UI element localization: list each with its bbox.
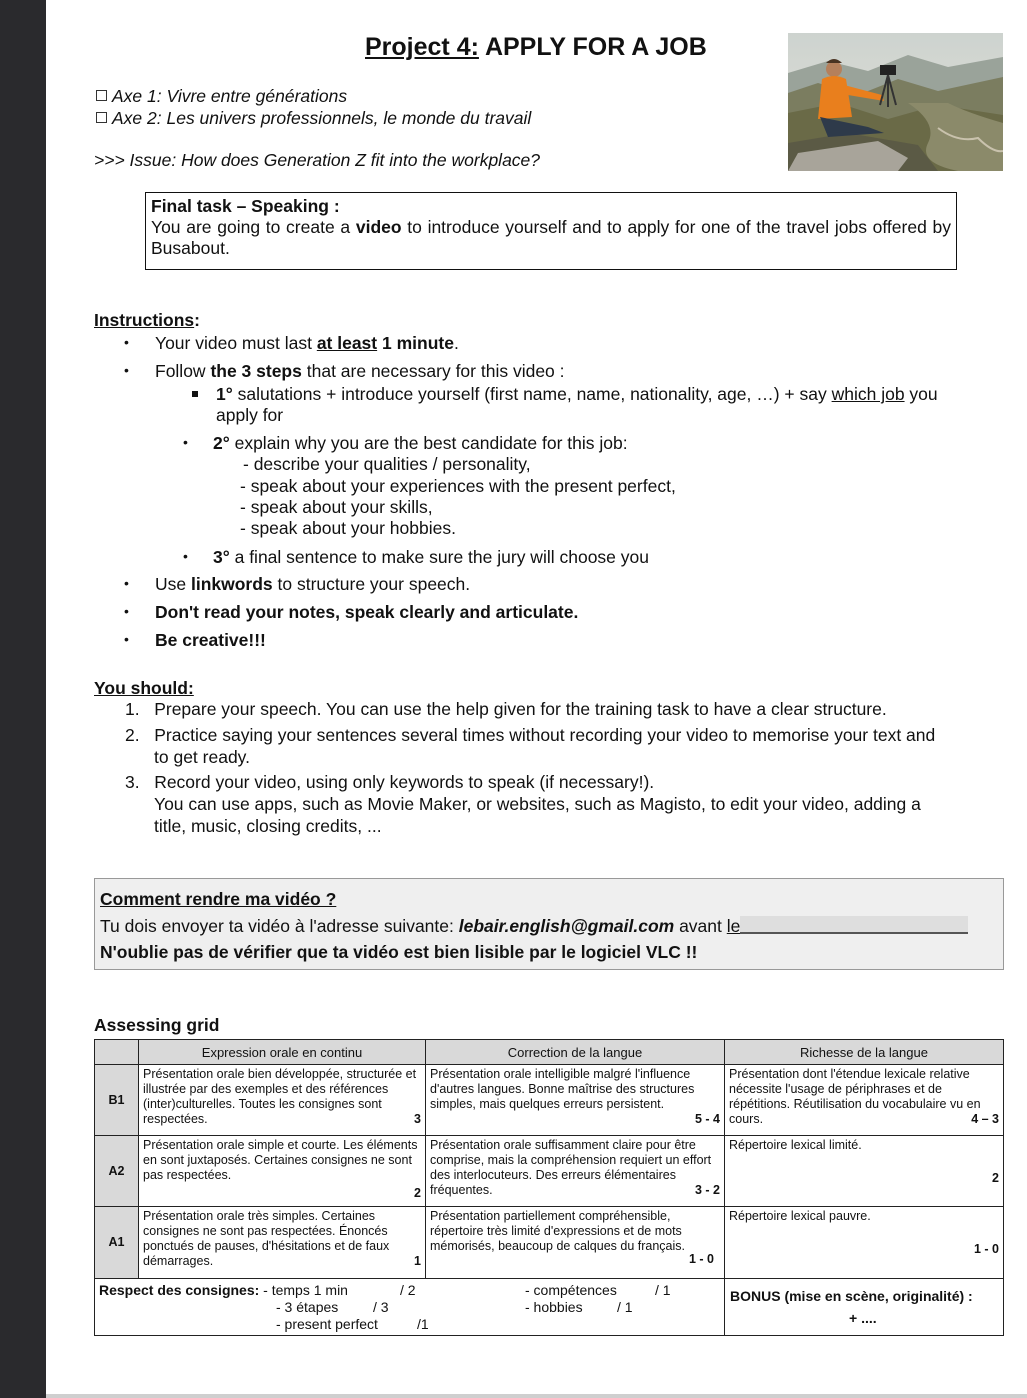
bullet-icon: • [124, 334, 129, 350]
should-item-3-cont: You can use apps, such as Movie Maker, or websites, such as Magisto, to edit your video, adding a [154, 794, 921, 814]
final-task-text: You are going to create a video to introduce yourself and to apply for one of the travel jobs offered by Busabout. [151, 217, 951, 258]
step-2-item: - speak about your hobbies. [240, 518, 456, 538]
instruction-creative: Be creative!!! [155, 630, 266, 650]
final-task-box [145, 192, 957, 270]
step-2: 2° explain why you are the best candidate for this job: [213, 433, 628, 453]
grid-cell: Présentation orale simple et courte. Les éléments en sont juxtaposés. Certaines consignes ne sont pas respectées. 2 [139, 1136, 426, 1207]
email-link[interactable]: lebair.english@gmail.com [458, 916, 675, 936]
axe-2-line: Axe 2: Les univers professionnels, le monde du travail [96, 108, 531, 129]
date-blank [740, 916, 968, 934]
left-dark-bar [0, 0, 46, 1398]
instruction-linkwords: Use linkwords to structure your speech. [155, 574, 471, 594]
grid-level: A2 [95, 1136, 139, 1207]
step-1-cont: apply for [216, 405, 284, 425]
grid-header: Richesse de la langue [725, 1040, 1004, 1065]
step-1: 1° salutations + introduce yourself (first name, name, nationality, age, …) + say which job you [216, 384, 938, 404]
grid-row-b1 [95, 1065, 1004, 1136]
you-should-heading: You should: [94, 678, 194, 698]
grid-header: Correction de la langue [426, 1040, 725, 1065]
should-item-1: 1. Prepare your speech. You can use the help given for the training task to have a clear structure. [125, 699, 887, 719]
checkbox-icon [96, 90, 107, 101]
traveller-photo [788, 33, 1003, 171]
should-item-3-cont: title, music, closing credits, ... [154, 816, 382, 836]
step-2-item: - speak about your skills, [240, 497, 433, 517]
grid-cell: Répertoire lexical pauvre. 1 - 0 [725, 1207, 1004, 1279]
grid-row-a2 [95, 1136, 1004, 1207]
assessing-grid [94, 1039, 1004, 1336]
grid-cell: Répertoire lexical limité. 2 [725, 1136, 1004, 1207]
grid-cell: Présentation orale intelligible malgré l'influence d'autres langues. Bonne maîtrise des structures simples, mais quelques erreurs persistent. 5 - 4 [426, 1065, 725, 1136]
grid-header-row [95, 1040, 1004, 1065]
step-2-item: - speak about your experiences with the present perfect, [240, 476, 676, 496]
grid-cell: Présentation orale suffisamment claire pour être comprise, mais la compréhension requiert un effort des interlocuteurs. Des erreurs élémentaires fréquentes. 3 - 2 [426, 1136, 725, 1207]
grid-row-a1 [95, 1207, 1004, 1279]
bonus-cell: BONUS (mise en scène, originalité) : + .... [725, 1279, 1004, 1336]
grid-title: Assessing grid [94, 1015, 220, 1035]
grid-level: A1 [95, 1207, 139, 1279]
step-2-item: - describe your qualities / personality, [243, 454, 531, 474]
grid-cell: Présentation orale très simples. Certaines consignes ne sont pas respectées. Énoncés ponctués de pauses, d'hésitations et de faux démarrages. 1 [139, 1207, 426, 1279]
issue-line: >>> Issue: How does Generation Z fit into the workplace? [94, 150, 541, 170]
bullet-icon: • [124, 603, 129, 619]
instruction-steps: Follow the 3 steps that are necessary for this video : [155, 361, 565, 381]
page-title: Project 4: APPLY FOR A JOB [365, 33, 707, 61]
grid-cell: Présentation dont l'étendue lexicale relative nécessite l'usage de périphrases et de répétitions. Réutilisation du vocabulaire vu en cours. 4 – 3 [725, 1065, 1004, 1136]
instruction-notes: Don't read your notes, speak clearly and articulate. [155, 602, 579, 622]
should-item-2: 2. Practice saying your sentences several times without recording your video to memorise your text and [125, 725, 936, 745]
bottom-edge [46, 1394, 1027, 1398]
respect-cell: Respect des consignes: - temps 1 min / 2 - 3 étapes / 3 - present perfect /1 - compétences / 1 - hobbies / 1 [95, 1279, 725, 1336]
bullet-icon: • [183, 548, 188, 564]
should-item-2-cont: to get ready. [154, 747, 250, 767]
grid-level: B1 [95, 1065, 139, 1136]
axe-1-line: Axe 1: Vivre entre générations [96, 86, 347, 107]
bullet-icon: • [124, 575, 129, 591]
square-bullet-icon [192, 391, 198, 397]
instructions-heading: Instructions: [94, 310, 200, 330]
bullet-icon: • [183, 434, 188, 450]
grid-respect-row [95, 1279, 1004, 1336]
grid-cell: Présentation partiellement compréhensible, répertoire très limité d'expressions et de mots mémorisés, beaucoup de calques du français. 1 - 0 [426, 1207, 725, 1279]
submission-vlc-note: N'oublie pas de vérifier que ta vidéo est bien lisible par le logiciel VLC !! [100, 942, 698, 962]
checkbox-icon [96, 112, 107, 123]
step-3: 3° a final sentence to make sure the jury will choose you [213, 547, 649, 567]
submission-box [94, 878, 1004, 970]
submission-heading: Comment rendre ma vidéo ? [100, 889, 337, 909]
should-item-3: 3. Record your video, using only keywords to speak (if necessary!). [125, 772, 655, 792]
grid-corner [95, 1040, 139, 1065]
grid-cell: Présentation orale bien développée, structurée et illustrée par des exemples et des références (inter)culturelles. Toutes les consignes sont respectées. 3 [139, 1065, 426, 1136]
bullet-icon: • [124, 631, 129, 647]
final-task-heading: Final task – Speaking : [151, 196, 340, 216]
grid-header: Expression orale en continu [139, 1040, 426, 1065]
submission-address: Tu dois envoyer ta vidéo à l'adresse suivante: lebair.english@gmail.com avant le [100, 916, 968, 937]
instruction-duration: Your video must last at least 1 minute. [155, 333, 459, 353]
bullet-icon: • [124, 362, 129, 378]
